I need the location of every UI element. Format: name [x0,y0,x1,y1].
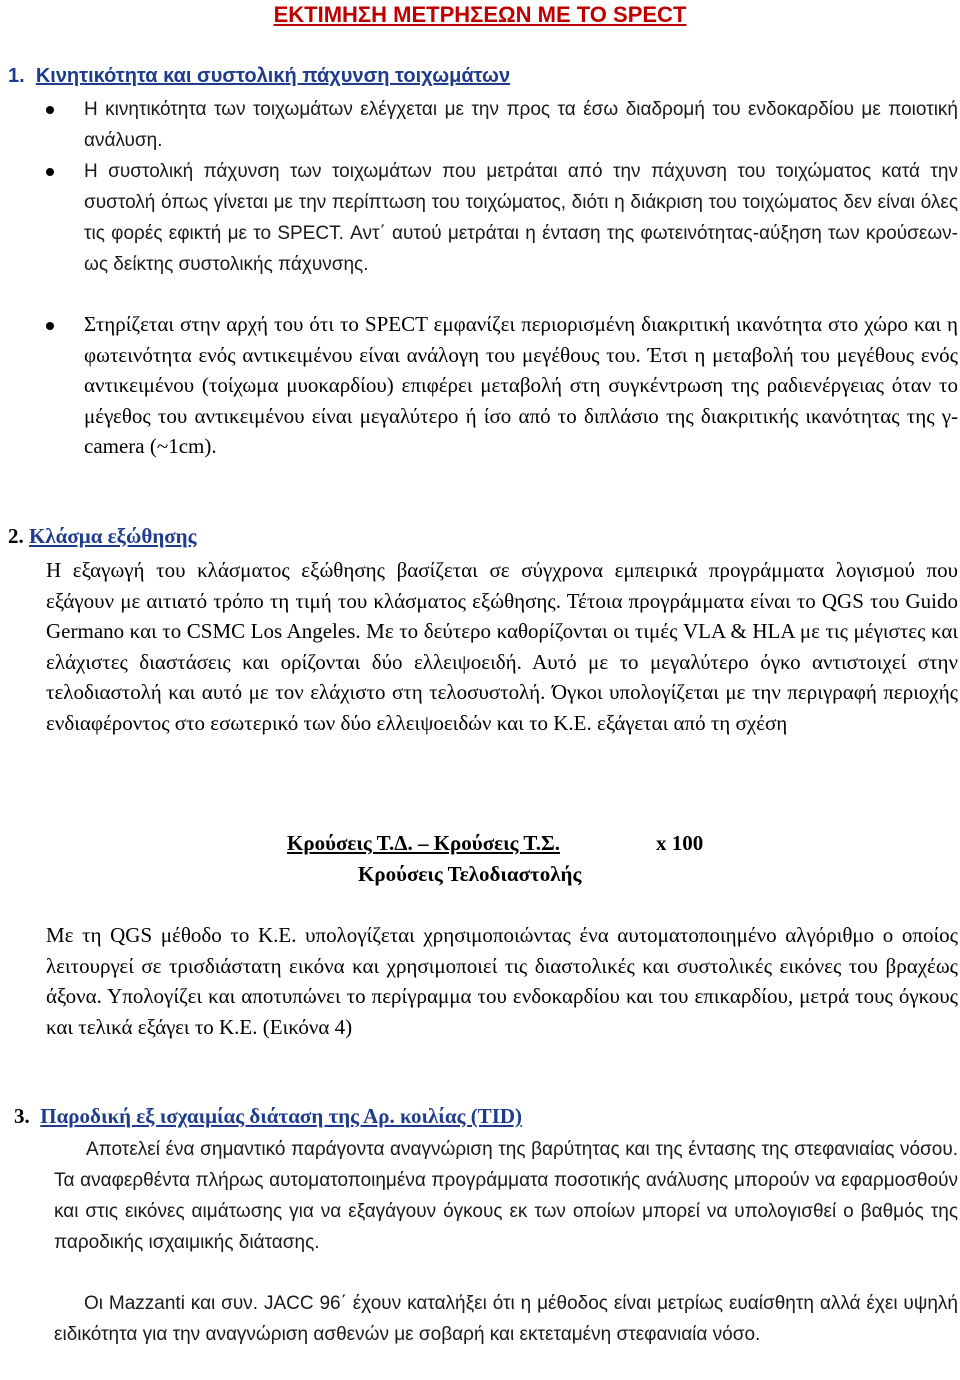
section1-bullet-3: Στηρίζεται στην αρχή του ότι το SPECT εμφανίζει περιορισμένη διακριτική ικανότητα στο χώρο και η φωτεινότητα ενός αντικειμένου είναι ανάλογη του μεγέθους του. Έτσι η μεταβολή του μεγέθους ενός αντικειμένου (τοίχωμα μυοκαρδίου) επιφέρει μεταβολή στη συγκέντρωση της ραδιενέργειας όταν το μέγεθος του αντικειμένου είναι μεγαλύτερο ή ίσο από το διπλάσιο της διακριτικής ικανότητας της γ-camera (~1cm). [84,312,958,458]
section2-heading [8,524,196,548]
section1-heading [8,64,510,88]
bullet-icon [46,106,54,114]
section3-paragraph-1: Αποτελεί ένα σημαντικό παράγοντα αναγνώριση της βαρύτητας και της έντασης της στεφανιαίας νόσου. Τα αναφερθέντα πλήρως αυτοματοποιημένα προγράμματα ποσοτικής ανάλυσης μπορούν να εφαρμοσθούν και στις εικόνες αιμάτωσης για να εξαγάγουν όγκους εκ των οποίων μπορεί να υπολογισθεί ο βαθμός της παροδικής ισχαιμικής διάτασης. [54,1139,958,1253]
section1-number: 1. [8,65,25,87]
formula-denominator: Κρούσεις Τελοδιαστολής [358,862,582,886]
document-title: ΕΚΤΙΜΗΣΗ ΜΕΤΡΗΣΕΩΝ ΜΕ ΤΟ SPECT [273,2,687,27]
section2-paragraph-2: Με τη QGS μέθοδο το Κ.Ε. υπολογίζεται χρησιμοποιώντας ένα αυτοματοποιημένο αλγόριθμο ο οποίος λειτουργεί σε τρισδιάστατη εικόνα και χρησιμοποιεί τις διαστολικές και συστολικές εικόνες του βραχέως άξονα. Υπολογίζει και αποτυπώνει το περίγραμμα του ενδοκαρδίου και του επικαρδίου, μετρά τους όγκους και τελικά εξάγει το Κ.Ε. (Εικόνα 4) [46,923,958,1039]
section1-bullet-2: Η συστολική πάχυνση των τοιχωμάτων που μετράται από την πάχυνση του τοιχώματος κατά την συστολή όπως γίνεται με την περίπτωση του τοιχώματος, διότι η διάκριση του τοιχώματος δεν είναι όλες τις φορές εφικτή με το SPECT. Αντ΄ αυτού μετράται η ένταση της φωτεινότητας-αύξηση των κρούσεων-ως δείκτης συστολικής πάχυνσης. [84,161,958,275]
formula-numerator: Κρούσεις Τ.Δ. – Κρούσεις Τ.Σ. [287,831,561,855]
section2-number: 2. [8,524,24,548]
formula-multiplier: x 100 [656,831,704,855]
section2-heading-text: Κλάσμα εξώθησης [29,524,197,548]
bullet-icon [46,168,54,176]
section3-paragraph-2: Οι Mazzanti και συν. JACC 96΄ έχουν καταλήξει ότι η μέθοδος είναι μετρίως ευαίσθητη αλλά έχει υψηλή ειδικότητα για την αναγνώριση ασθενών με σοβαρή και εκτεταμένη στεφανιαία νόσο. [54,1293,958,1345]
section1-bullet-1: Η κινητικότητα των τοιχωμάτων ελέγχεται με την προς τα έσω διαδρομή του ενδοκαρδίου με ποιοτική ανάλυση. [84,99,958,151]
section3-heading-text: Παροδική εξ ισχαιμίας διάταση της Αρ. κοιλίας (TID) [40,1104,523,1128]
section3-heading [14,1104,522,1128]
section1-heading-text: Κινητικότητα και συστολική πάχυνση τοιχωμάτων [35,65,511,87]
bullet-icon [46,322,54,330]
section2-paragraph-1: Η εξαγωγή του κλάσματος εξώθησης βασίζεται σε σύγχρονα εμπειρικά προγράμματα λογισμού που εξάγουν με αιτιατό τρόπο τη τιμή του κλάσματος εξώθησης. Τέτοια προγράμματα είναι το QGS του Guido Germano και το CSMC Los Angeles. Με το δεύτερο καθορίζονται οι τιμές VLA & HLA με τις μέγιστες και ελάχιστες διαστάσεις και ορίζονται δύο ελλειψοειδή. Αυτό με το μεγαλύτερο όγκο αντιστοιχεί στην τελοδιαστολή και αυτό με τον ελάχιστο στη τελοσυστολή. Όγκοι υπολογίζεται με την περιγραφή περιοχής ενδιαφέροντος στο εσωτερικό των δύο ελλειψοειδών και το Κ.Ε. εξάγεται από τη σχέση [46,558,958,735]
section3-number: 3. [14,1104,30,1128]
